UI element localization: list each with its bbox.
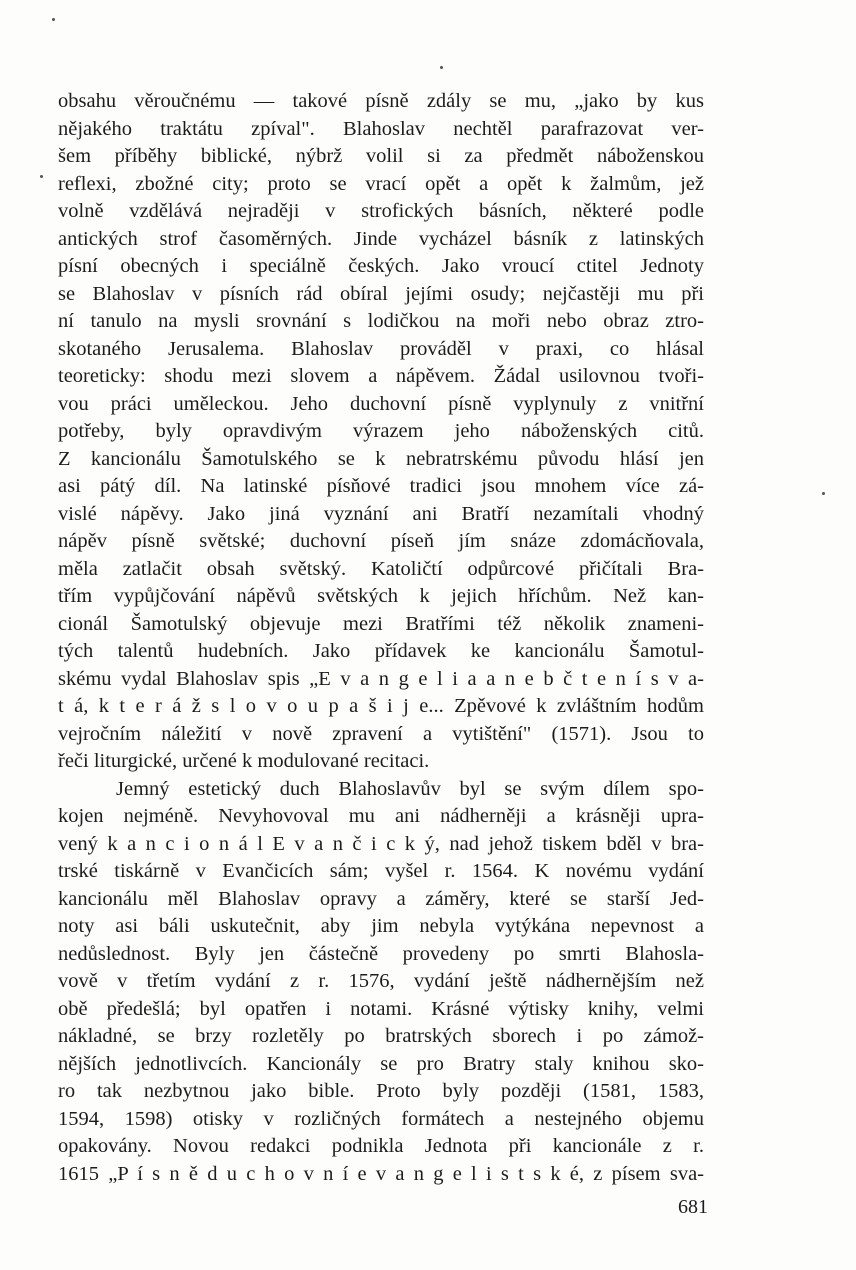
text-line: kojen nejméně. Nevyhovoval mu ani nádherněji a krásněji upra- — [58, 805, 704, 827]
text-line: obě předešlá; byl opatřen i notami. Krásné výtisky knihy, velmi — [58, 997, 704, 1020]
text-line: t á, k t e r á ž s l o v o u p a š i j e... Zpěvové k zvláštním hodům — [58, 695, 704, 717]
text-line: ro tak nezbytnou jako bible. Proto byly později (1581, 1583, — [58, 1080, 704, 1102]
text-line: nějších jednotlivcích. Kancionály se pro Bratry staly knihou sko- — [58, 1052, 704, 1075]
text-line: písní obecných i speciálně českých. Jako vroucí ctitel Jednoty — [58, 255, 704, 277]
text-line: vený k a n c i o n á l E v a n č i c k ý, nad jehož tiskem bděl v bra- — [58, 832, 704, 855]
dust-speck — [40, 175, 43, 178]
text-line: vislé nápěvy. Jako jiná vyznání ani Bratří nezamítali vhodný — [58, 502, 704, 525]
text-line: se Blahoslav v písních rád obíral jejími osudy; nejčastěji mu při — [58, 282, 704, 305]
text-line: reflexi, zbožné city; proto se vrací opět a opět k žalmům, jež — [58, 172, 704, 195]
text-line: nápěv písně světské; duchovní píseň jím snáze zdomácňovala, — [58, 530, 704, 552]
text-line: 1615 „P í s n ě d u c h o v n í e v a n g e l i s t s k é, z písem sva- — [58, 1162, 704, 1185]
text-line: 1594, 1598) otisky v rozličných formátech a nestejného objemu — [58, 1107, 704, 1130]
page-number: 681 — [678, 1196, 708, 1218]
text-line: skému vydal Blahoslav spis „E v a n g e l i a a n e b č t e n í s v a- — [58, 667, 704, 690]
text-line: šem příběhy biblické, nýbrž volil si za předmět náboženskou — [58, 145, 704, 167]
text-line: potřeby, byly opravdivým výrazem jeho náboženských citů. — [58, 420, 704, 442]
text-line: Z kancionálu Šamotulského se k nebratrskému původu hlásí jen — [58, 447, 704, 470]
text-line: vejročním náležití v nově zpravení a vytištění" (1571). Jsou to — [58, 722, 704, 745]
paragraph-end-line: řeči liturgické, určené k modulované recitaci. — [58, 750, 430, 772]
dust-speck — [822, 492, 825, 495]
text-line: asi pátý díl. Na latinské písňové tradici jsou mnohem více zá- — [58, 475, 704, 497]
body-text — [58, 88, 704, 1188]
paragraph-first-line: Jemný estetický duch Blahoslavův byl se svým dílem spo- — [116, 777, 704, 800]
text-line: antických strof časoměrných. Jinde vycházel básník z latinských — [58, 227, 704, 250]
text-line: teoreticky: shodu mezi slovem a nápěvem. Žádal usilovnou tvoři- — [58, 365, 704, 387]
text-line: měla zatlačit obsah světský. Katoličtí odpůrcové přičítali Bra- — [58, 557, 704, 580]
text-line: nedůslednost. Byly jen částečně provedeny po smrti Blahosla- — [58, 942, 704, 965]
dust-speck — [440, 66, 443, 69]
text-line: opakovány. Novou redakci podnikla Jednota při kancionále z r. — [58, 1135, 704, 1157]
text-line: ní tanulo na mysli srovnání s lodičkou na moři nebo obraz ztro- — [58, 310, 704, 332]
text-line: vově v třetím vydání z r. 1576, vydání ještě nádhernějším než — [58, 970, 704, 992]
text-line: kancionálu měl Blahoslav opravy a záměry, které se starší Jed- — [58, 887, 704, 910]
text-line: vou práci uměleckou. Jeho duchovní písně vyplynuly z vnitřní — [58, 392, 704, 415]
text-line: obsahu věroučnému — takové písně zdály se mu, „jako by kus — [58, 90, 704, 112]
dust-speck — [52, 18, 55, 21]
text-line: trské tiskárně v Evančicích sám; vyšel r. 1564. K novému vydání — [58, 860, 704, 882]
text-line: tých talentů hudebních. Jako přídavek ke kancionálu Šamotul- — [58, 640, 704, 662]
text-line: noty asi báli uskutečnit, aby jim nebyla vytýkána nepevnost a — [58, 915, 704, 937]
text-line: třím vypůjčování nápěvů světských k jejich hříchům. Než kan- — [58, 585, 704, 607]
text-line: volně vzdělává nejraději v strofických básních, některé podle — [58, 200, 704, 222]
text-line: nějakého traktátu zpíval". Blahoslav nechtěl parafrazovat ver- — [58, 117, 704, 140]
text-line: nákladné, se brzy rozletěly po bratrských sborech i po zámož- — [58, 1025, 704, 1047]
text-line: cionál Šamotulský objevuje mezi Bratřími též několik znameni- — [58, 612, 704, 635]
text-line: skotaného Jerusalema. Blahoslav prováděl v praxi, co hlásal — [58, 337, 704, 360]
